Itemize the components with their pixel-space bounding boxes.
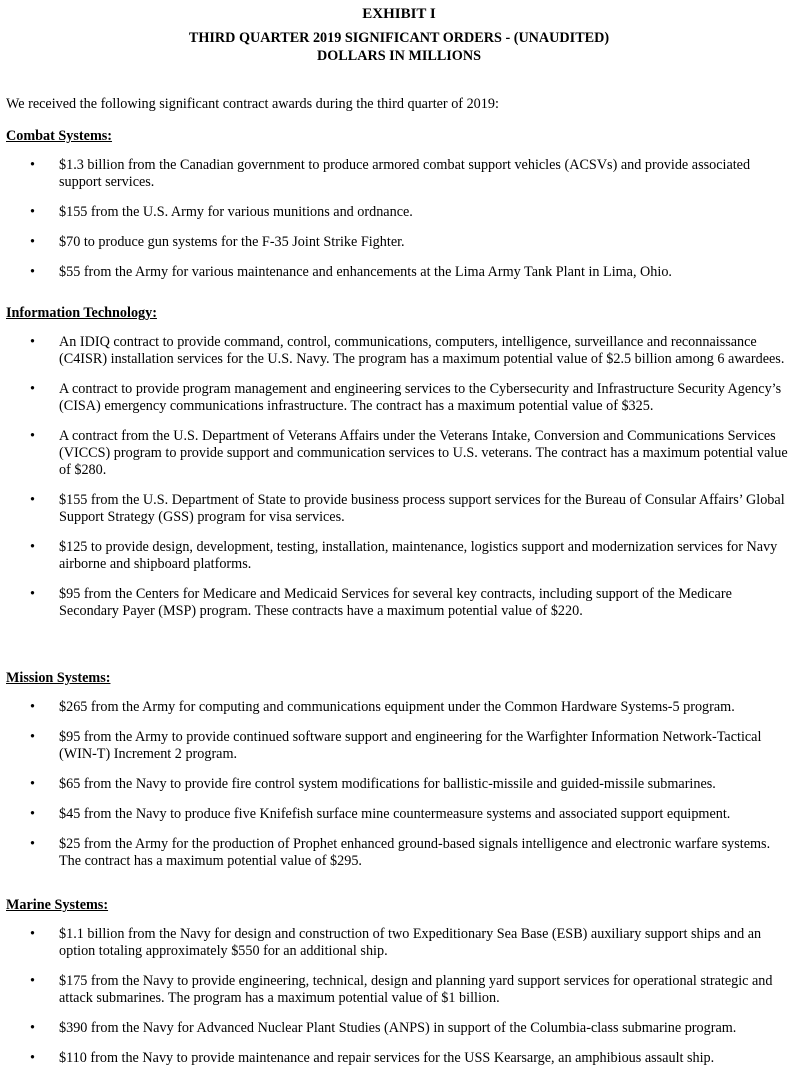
list-item-text: $125 to provide design, development, testing, installation, maintenance, logistics support and modernization services for Navy airborne and shipboard platforms. (59, 539, 778, 572)
list-item (6, 381, 792, 415)
bullet-icon: • (30, 264, 35, 280)
bullet-list (6, 157, 792, 281)
section-heading: Information Technology: (6, 305, 157, 321)
bullet-icon: • (30, 1050, 35, 1066)
section-information-technology (6, 305, 792, 620)
list-item-text: $95 from the Centers for Medicare and Medicaid Services for several key contracts, including support of the Medicare Secondary Payer (MSP) program. These contracts have a maximum potential value of $220. (59, 586, 732, 619)
exhibit-label: EXHIBIT I (362, 6, 436, 22)
bullet-icon: • (30, 492, 35, 508)
list-item-text: An IDIQ contract to provide command, control, communications, computers, intelligence, surveillance and reconnaissance (C4ISR) installation services for the U.S. Navy. The program has a maximum potential value of $2.5 billion among 6 awardees. (59, 334, 785, 367)
list-item-text: $70 to produce gun systems for the F-35 Joint Strike Fighter. (59, 234, 405, 250)
bullet-icon: • (30, 157, 35, 173)
bullet-icon: • (30, 776, 35, 792)
list-item-text: $390 from the Navy for Advanced Nuclear Plant Studies (ANPS) in support of the Columbia-class submarine program. (59, 1020, 737, 1036)
list-item (6, 204, 792, 221)
bullet-icon: • (30, 204, 35, 220)
bullet-icon: • (30, 973, 35, 989)
list-item (6, 926, 792, 960)
bullet-list (6, 334, 792, 620)
list-item (6, 973, 792, 1007)
list-item-text: $65 from the Navy to provide fire control system modifications for ballistic-missile and guided-missile submarines. (59, 776, 716, 792)
list-item (6, 776, 792, 793)
list-item-text: $95 from the Army to provide continued software support and engineering for the Warfighter Information Network-Tactical (WIN-T) Increment 2 program. (59, 729, 762, 762)
list-item (6, 157, 792, 191)
list-item (6, 586, 792, 620)
list-item-text: $265 from the Army for computing and communications equipment under the Common Hardware Systems-5 program. (59, 699, 735, 715)
section-combat-systems (6, 128, 792, 281)
list-item (6, 264, 792, 281)
list-item (6, 334, 792, 368)
bullet-icon: • (30, 729, 35, 745)
bullet-icon: • (30, 586, 35, 602)
document-subtitle: DOLLARS IN MILLIONS (317, 48, 481, 64)
section-mission-systems (6, 670, 792, 870)
list-item-text: $55 from the Army for various maintenance and enhancements at the Lima Army Tank Plant in Lima, Ohio. (59, 264, 672, 280)
list-item-text: $175 from the Navy to provide engineering, technical, design and planning yard support services for operational strategic and attack submarines. The program has a maximum potential value of $1 billion. (59, 973, 773, 1006)
bullet-icon: • (30, 699, 35, 715)
section-heading: Mission Systems: (6, 670, 111, 686)
list-item-text: A contract from the U.S. Department of Veterans Affairs under the Veterans Intake, Conversion and Communications Services (VICCS) program to provide support and communication services to U.S. veterans. The contract has a maximum potential value of $280. (59, 428, 788, 478)
list-item (6, 1050, 792, 1067)
list-item (6, 836, 792, 870)
document-title: THIRD QUARTER 2019 SIGNIFICANT ORDERS - (UNAUDITED) (188, 30, 610, 46)
list-item (6, 1020, 792, 1037)
list-item (6, 428, 792, 479)
section-marine-systems (6, 897, 792, 1067)
list-item-text: $25 from the Army for the production of Prophet enhanced ground-based signals intelligence and electronic warfare systems. The contract has a maximum potential value of $295. (59, 836, 771, 869)
list-item (6, 729, 792, 763)
bullet-icon: • (30, 428, 35, 444)
list-item (6, 492, 792, 526)
bullet-icon: • (30, 234, 35, 250)
list-item (6, 806, 792, 823)
bullet-icon: • (30, 334, 35, 350)
bullet-icon: • (30, 806, 35, 822)
list-item-text: $1.3 billion from the Canadian government to produce armored combat support vehicles (ACSVs) and provide associated support services. (59, 157, 751, 190)
list-item (6, 699, 792, 716)
list-item-text: $45 from the Navy to produce five Knifefish surface mine countermeasure systems and associated support equipment. (59, 806, 731, 822)
bullet-icon: • (30, 539, 35, 555)
bullet-icon: • (30, 836, 35, 852)
bullet-list (6, 926, 792, 1067)
list-item-text: $155 from the U.S. Army for various munitions and ordnance. (59, 204, 413, 220)
bullet-icon: • (30, 926, 35, 942)
intro-paragraph: We received the following significant contract awards during the third quarter of 2019: (6, 96, 499, 112)
list-item-text: $155 from the U.S. Department of State to provide business process support services for the Bureau of Consular Affairs’ Global Support Strategy (GSS) program for visa services. (59, 492, 785, 525)
bullet-icon: • (30, 381, 35, 397)
list-item (6, 539, 792, 573)
list-item-text: $110 from the Navy to provide maintenance and repair services for the USS Kearsarge, an amphibious assault ship. (59, 1050, 715, 1066)
list-item (6, 234, 792, 251)
bullet-list (6, 699, 792, 870)
bullet-icon: • (30, 1020, 35, 1036)
list-item-text: A contract to provide program management and engineering services to the Cybersecurity and Infrastructure Security Agency’s (CISA) emergency communications infrastructure. The contract has a maximum potential value of $325. (59, 381, 782, 414)
list-item-text: $1.1 billion from the Navy for design and construction of two Expeditionary Sea Base (ESB) auxiliary support ships and an option totaling approximately $550 for an additional ship. (59, 926, 762, 959)
section-heading: Combat Systems: (6, 128, 113, 144)
section-heading: Marine Systems: (6, 897, 109, 913)
